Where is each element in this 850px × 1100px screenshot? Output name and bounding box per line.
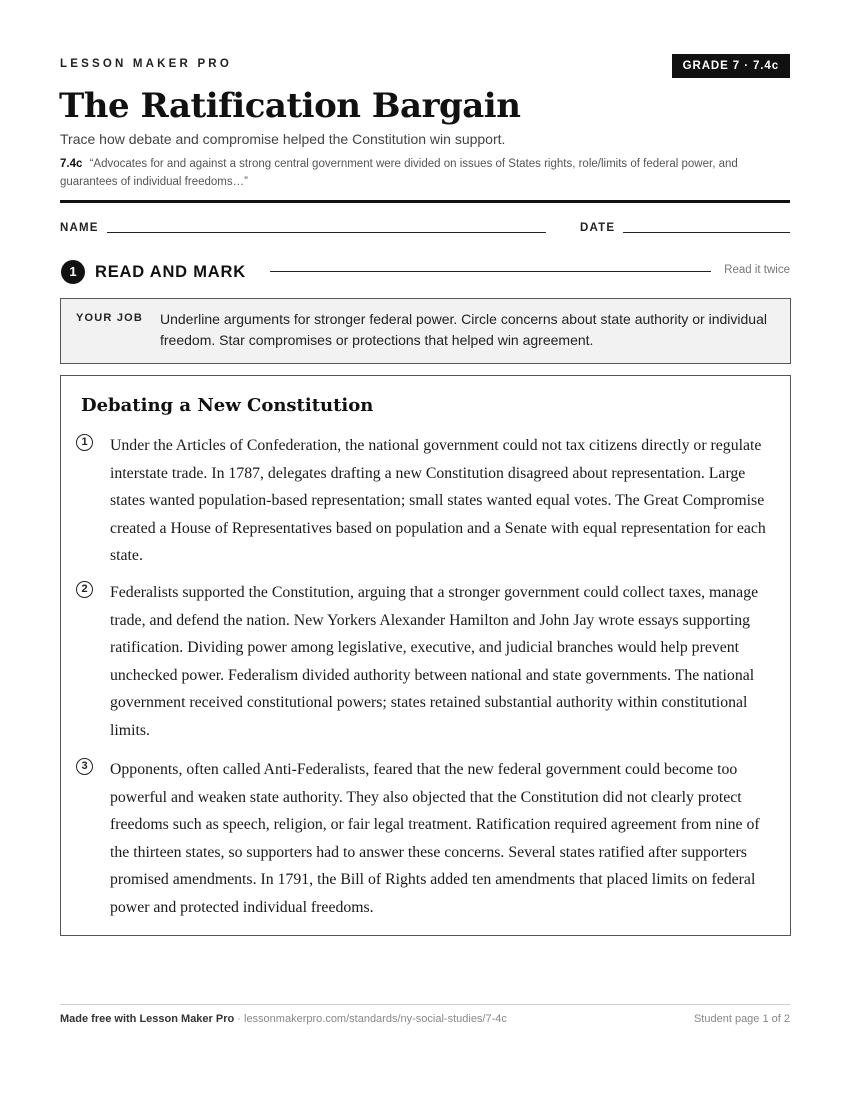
date-field-line[interactable]: [623, 232, 790, 233]
paragraph-number-2: 2: [76, 581, 93, 598]
standard-quote: [60, 155, 790, 191]
footer-url-link[interactable]: lessonmakerpro.com/standards/ny-social-studies/7-4c: [244, 1013, 507, 1025]
instructions-box: [60, 298, 791, 364]
section-note: Read it twice: [724, 264, 790, 276]
page-subtitle: Trace how debate and compromise helped the Constitution win support.: [60, 131, 506, 147]
section-divider: [270, 271, 711, 272]
paragraph-text-1: Under the Articles of Confederation, the national government could not tax citizens directly or regulate interstate trade. In 1787, delegates drafting a new Constitution disagreed about representation. Large states wanted population-based representation; small states wanted equal votes. The Great Compromise created a House of Representatives based on population and a Senate with equal representation for each state.: [110, 437, 766, 565]
header-divider: [60, 200, 790, 203]
brand-name: LESSON MAKER PRO: [60, 58, 232, 70]
instructions-text: Underline arguments for stronger federal power. Circle concerns about state authority or individual freedom. Star compromises or protections that helped win agreement.: [160, 311, 767, 348]
instructions-label: YOUR JOB: [76, 312, 144, 324]
name-label: NAME: [60, 222, 99, 234]
standard-text: “Advocates for and against a strong central government were divided on issues of States rights, role/limits of federal power, and guarantees of individual freedoms…”: [60, 158, 738, 188]
paragraph-text-2: Federalists supported the Constitution, arguing that a stronger government could collect taxes, manage trade, and defend the nation. New Yorkers Alexander Hamilton and John Jay wrote essays supporting ratification. Dividing power among legislative, executive, and judicial branches would help prevent unchecked power. Federalism divided authority between national and state governments. The national government received constitutional powers; states retained substantial authority within constitutional limits.: [110, 584, 759, 739]
reading-title: Debating a New Constitution: [81, 395, 374, 416]
paragraph-text-3: Opponents, often called Anti-Federalists, feared that the new federal government could become too powerful and weaken state authority. They also objected that the Constitution did not clearly protect freedoms such as speech, religion, or fair legal treatment. Ratification required agreement from nine of the thirteen states, so supporters had to answer these concerns. Several states ratified after supporters promised amendments. In 1791, the Bill of Rights added ten amendments that placed limits on federal power and protected individual freedoms.: [110, 761, 760, 916]
footer-page-number: Student page 1 of 2: [693, 1013, 790, 1025]
footer-divider: [60, 1004, 790, 1005]
paragraph-number-3: 3: [76, 758, 93, 775]
reading-passage: [60, 375, 791, 936]
standard-code: 7.4c: [60, 158, 83, 170]
section-title: READ AND MARK: [95, 263, 246, 281]
page-title: The Ratification Bargain: [59, 86, 521, 126]
footer-made-by: Made free with Lesson Maker Pro: [60, 1013, 235, 1025]
grade-badge: GRADE 7 · 7.4c: [672, 54, 790, 78]
name-field-line[interactable]: [107, 232, 546, 233]
footer-credit: [60, 1012, 507, 1026]
section-number-badge: 1: [61, 260, 85, 284]
paragraph-number-1: 1: [76, 434, 93, 451]
footer-separator: ·: [234, 1013, 244, 1025]
date-label: DATE: [580, 222, 616, 234]
